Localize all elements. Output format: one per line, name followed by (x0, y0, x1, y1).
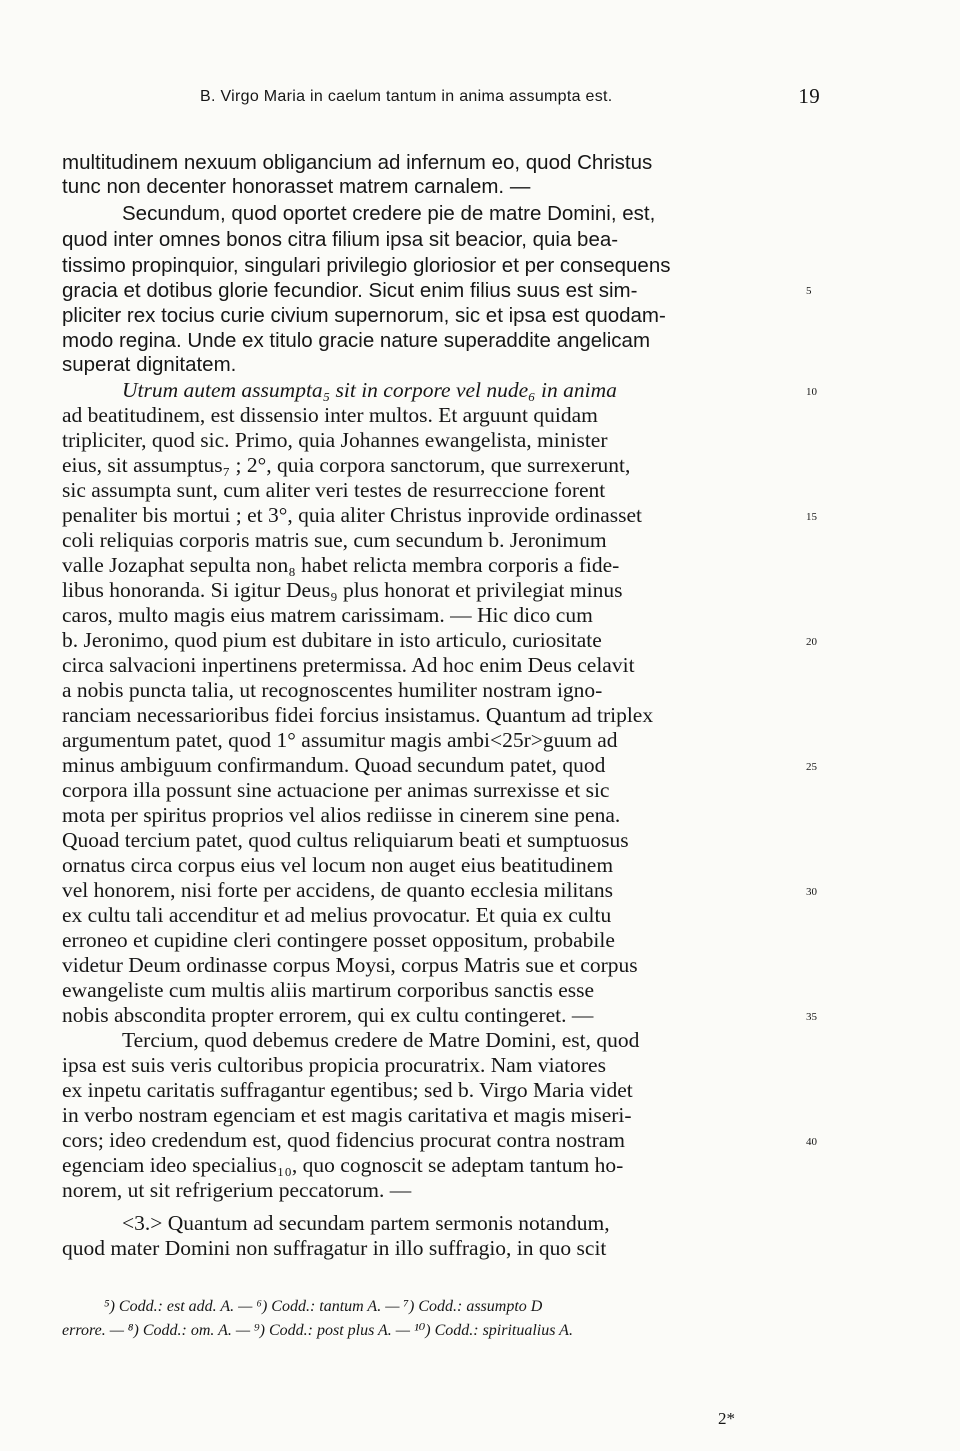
text-line: ewangeliste cum multis aliis martirum corporibus sanctis esse (62, 978, 595, 1002)
text-line: minus ambiguum confirmandum. Quoad secundum patet, quod (62, 753, 606, 777)
line-number: 35 (806, 1011, 817, 1023)
text-line: <3.> Quantum ad secundam partem sermonis notandum, (122, 1211, 610, 1235)
text-line: libus honoranda. Si igitur Deus₉ plus honorat et privilegiat minus (62, 578, 623, 602)
text-line: ad beatitudinem, est dissensio inter multos. Et arguunt quidam (62, 403, 598, 427)
text-line: tripliciter, quod sic. Primo, quia Johannes ewangelista, minister (62, 428, 608, 452)
text-line: vel honorem, nisi forte per accidens, de quanto ecclesia militans (62, 878, 614, 902)
text-line: penaliter bis mortui ; et 3°, quia aliter Christus inprovide ordinasset (62, 503, 643, 527)
text-line: superat dignitatem. (62, 353, 237, 376)
running-header (200, 84, 820, 114)
text-line: multitudinem nexuum obligancium ad infernum eo, quod Christus (62, 151, 653, 174)
text-line: ranciam necessarioribus fidei forcius insistamus. Quantum ad triplex (62, 703, 654, 727)
text-line: corpora illa possunt sine actuacione per animas surrexisse et sic (62, 778, 610, 802)
text-line: ex inpetu caritatis suffragantur egentibus; sed b. Virgo Maria videt (62, 1078, 633, 1102)
running-title: B. Virgo Maria in caelum tantum in anima assumpta est. (200, 88, 613, 105)
text-line: egenciam ideo specialius₁₀, quo cognoscit se adeptam tantum ho- (62, 1153, 624, 1177)
text-line: erroneo et cupidine cleri contingere posset oppositum, probabile (62, 928, 615, 952)
footnote-line: ⁵) Codd.: est add. A. — ⁶) Codd.: tantum A. — ⁷) Codd.: assumpto D (104, 1298, 543, 1315)
text-line: quod mater Domini non suffragatur in illo suffragio, in quo scit (62, 1236, 607, 1260)
text-line: nobis abscondita propter errorem, qui ex cultu contingeret. — (62, 1003, 594, 1027)
text-line: Quoad tercium patet, quod cultus reliquiarum beati et sumptuosus (62, 828, 629, 852)
line-number: 30 (806, 886, 817, 898)
line-number: 15 (806, 511, 817, 523)
text-line: tunc non decenter honorasset matrem carnalem. — (62, 175, 531, 198)
text-line: mota per spiritus proprios vel alios rediisse in cinerem sine pena. (62, 803, 621, 827)
text-line: ornatus circa corpus eius vel locum non auget eius beatitudinem (62, 853, 614, 877)
text-line: videtur Deum ordinasse corpus Moysi, corpus Matris sue et corpus (62, 953, 638, 977)
text-line: Utrum autem assumpta₅ sit in corpore vel nude₆ in anima (122, 378, 617, 402)
text-line: Tercium, quod debemus credere de Matre Domini, est, quod (122, 1028, 640, 1052)
line-number: 5 (806, 285, 812, 297)
text-line: a nobis puncta talia, ut recognoscentes humiliter nostram igno- (62, 678, 603, 702)
footnote-line: errore. — ⁸) Codd.: om. A. — ⁹) Codd.: post plus A. — ¹⁰) Codd.: spiritualius A. (62, 1322, 573, 1339)
text-line: norem, ut sit refrigerium peccatorum. — (62, 1178, 412, 1202)
line-number: 40 (806, 1136, 817, 1148)
text-line: ipsa est suis veris cultoribus propicia procuratrix. Nam viatores (62, 1053, 606, 1077)
text-line: caros, multo magis eius matrem carissimam. — Hic dico cum (62, 603, 593, 627)
text-line: sic assumpta sunt, cum aliter veri testes de resurreccione forent (62, 478, 606, 502)
text-line: coli reliquias corporis matris sue, cum secundum b. Jeronimum (62, 528, 607, 552)
page-number: 19 (798, 84, 820, 108)
line-number: 10 (806, 386, 817, 398)
line-number: 20 (806, 636, 817, 648)
line-number: 25 (806, 761, 817, 773)
text-line: in verbo nostram egenciam et est magis caritativa et magis miseri- (62, 1103, 632, 1127)
text-line: eius, sit assumptus₇ ; 2°, quia corpora sanctorum, que surrexerunt, (62, 453, 631, 477)
text-line: modo regina. Unde ex titulo gracie nature superaddite angelicam (62, 329, 651, 352)
text-line: b. Jeronimo, quod pium est dubitare in isto articulo, curiositate (62, 628, 602, 652)
text-line: tissimo propinquior, singulari privilegio gloriosior et per consequens (62, 254, 671, 277)
text-line: quod inter omnes bonos citra filium ipsa sit beacior, quia bea- (62, 228, 619, 251)
text-line: argumentum patet, quod 1° assumitur magis ambi<25r>guum ad (62, 728, 618, 752)
text-line: Secundum, quod oportet credere pie de matre Domini, est, (122, 202, 656, 225)
text-line: cors; ideo credendum est, quod fidencius procurat contra nostram (62, 1128, 625, 1152)
text-line: circa salvacioni inpertinens pretermissa. Ad hoc enim Deus celavit (62, 653, 635, 677)
text-line: ex cultu tali accenditur et ad melius provocatur. Et quia ex cultu (62, 903, 612, 927)
text-line: gracia et dotibus glorie fecundior. Sicut enim filius suus est sim- (62, 279, 638, 302)
signature-mark: 2* (718, 1409, 735, 1428)
text-line: valle Jozaphat sepulta non₈ habet relicta membra corporis a fide- (62, 553, 620, 577)
text-line: pliciter rex tocius curie civium supernorum, sic et ipsa est quodam- (62, 304, 666, 327)
